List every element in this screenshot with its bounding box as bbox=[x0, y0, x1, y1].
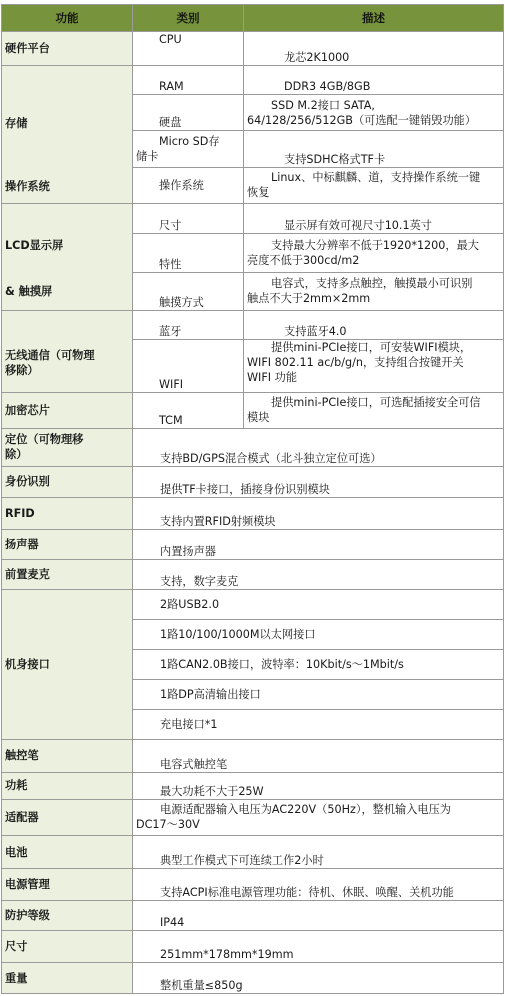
function-weight: 重量 bbox=[2, 963, 133, 994]
table-row bbox=[2, 429, 504, 466]
category-size: 尺寸 bbox=[133, 203, 244, 233]
header-category: 类别 bbox=[133, 5, 244, 32]
function-hardware: 硬件平台 bbox=[2, 32, 133, 65]
description-crypto bbox=[244, 392, 504, 428]
category-ram: RAM bbox=[133, 65, 244, 94]
table-row bbox=[2, 497, 504, 529]
table-row bbox=[2, 589, 504, 619]
description-adapter-line2: DC17～30V bbox=[136, 818, 200, 832]
category-sd-line2: 储卡 bbox=[136, 149, 159, 163]
port-item: 充电接口*1 bbox=[133, 709, 504, 739]
description-os-line2: 恢复 bbox=[247, 186, 270, 200]
function-lcd-line1: LCD显示屏 bbox=[5, 239, 64, 253]
function-power: 功耗 bbox=[2, 772, 133, 799]
function-crypto: 加密芯片 bbox=[2, 392, 133, 428]
port-item: 2路USB2.0 bbox=[133, 589, 504, 619]
description-crypto-line1: 提供mini-PCIe接口，可选配插接安全可信 bbox=[271, 396, 481, 410]
description-feature-line2: 亮度不低于300cd/m2 bbox=[247, 253, 360, 267]
function-identity: 身份识别 bbox=[2, 466, 133, 497]
table-row bbox=[2, 32, 504, 65]
description-touch-line1: 电容式，支持多点触控，触摸最小可识别 bbox=[271, 277, 473, 291]
function-adapter: 适配器 bbox=[2, 799, 133, 835]
function-pm: 电源管理 bbox=[2, 869, 133, 900]
table-row bbox=[2, 311, 504, 340]
category-sd bbox=[133, 131, 244, 167]
function-wireless-line2: 移除） bbox=[5, 364, 39, 378]
table-row bbox=[2, 772, 504, 799]
description-os-line1: Linux、中标麒麟、道，支持操作系统一键 bbox=[271, 171, 481, 185]
function-wireless bbox=[2, 311, 133, 393]
table-row bbox=[2, 740, 504, 772]
spec-table bbox=[1, 4, 504, 994]
function-stylus: 触控笔 bbox=[2, 740, 133, 772]
description-touch-line2: 触点不大于2mm×2mm bbox=[247, 292, 371, 306]
description-wifi-line3: WIFI 功能 bbox=[247, 371, 298, 385]
function-ports: 机身接口 bbox=[2, 589, 133, 739]
table-row bbox=[2, 530, 504, 560]
description-size: 显示屏有效可视尺寸10.1英寸 bbox=[244, 203, 504, 233]
category-tcm: TCM bbox=[133, 392, 244, 428]
category-wifi: WIFI bbox=[133, 340, 244, 393]
function-battery: 电池 bbox=[2, 836, 133, 869]
description-speaker: 内置扬声器 bbox=[133, 530, 504, 560]
function-storage: 存储 bbox=[5, 117, 28, 131]
function-lcd-line2: & 触摸屏 bbox=[5, 285, 53, 299]
description-sd: 支持SDHC格式TF卡 bbox=[244, 131, 504, 167]
header-function: 功能 bbox=[2, 5, 133, 32]
port-item: 1路10/100/1000M以太网接口 bbox=[133, 620, 504, 650]
description-adapter bbox=[133, 799, 504, 835]
function-mic: 前置麦克 bbox=[2, 560, 133, 589]
function-wireless-line1: 无线通信（可物理 bbox=[5, 349, 95, 363]
table-row bbox=[2, 931, 504, 963]
description-crypto-line2: 模块 bbox=[247, 411, 270, 425]
function-protect: 防护等级 bbox=[2, 900, 133, 930]
table-row bbox=[2, 836, 504, 869]
description-stylus: 电容式触控笔 bbox=[133, 740, 504, 772]
category-bluetooth: 蓝牙 bbox=[133, 311, 244, 340]
description-weight: 整机重量≤850g bbox=[133, 963, 504, 994]
function-speaker: 扬声器 bbox=[2, 530, 133, 560]
table-row bbox=[2, 799, 504, 835]
table-row bbox=[2, 65, 504, 94]
category-feature: 特性 bbox=[133, 234, 244, 272]
category-touch: 触摸方式 bbox=[133, 272, 244, 310]
description-wifi bbox=[244, 340, 504, 393]
description-power: 最大功耗不大于25W bbox=[133, 772, 504, 799]
description-bluetooth: 支持蓝牙4.0 bbox=[244, 311, 504, 340]
description-disk-line1: SSD M.2接口 SATA, bbox=[271, 98, 375, 112]
description-pm: 支持ACPI标准电源管理功能：待机、休眠、唤醒、关机功能 bbox=[133, 869, 504, 900]
description-mic: 支持，数字麦克 bbox=[133, 560, 504, 589]
category-os: 操作系统 bbox=[133, 167, 244, 203]
table-row bbox=[2, 900, 504, 930]
table-row bbox=[2, 466, 504, 497]
category-cpu: CPU bbox=[133, 32, 244, 65]
description-cpu: 龙芯2K1000 bbox=[244, 32, 504, 65]
function-os: 操作系统 bbox=[5, 180, 50, 194]
function-storage-os bbox=[2, 65, 133, 203]
function-lcd bbox=[2, 203, 133, 310]
description-touch bbox=[244, 272, 504, 310]
function-location bbox=[2, 429, 133, 466]
description-battery: 典型工作模式下可连续工作2小时 bbox=[133, 836, 504, 869]
function-location-line2: 除） bbox=[5, 448, 28, 462]
table-row bbox=[2, 392, 504, 428]
description-identity: 提供TF卡接口，插接身份识别模块 bbox=[133, 466, 504, 497]
category-sd-line1: Micro SD存 bbox=[159, 134, 220, 148]
function-location-line1: 定位（可物理移 bbox=[5, 433, 84, 447]
port-item: 1路DP高清输出接口 bbox=[133, 679, 504, 709]
function-rfid: RFID bbox=[2, 497, 133, 529]
description-adapter-line1: 电源适配器输入电压为AC220V（50Hz），整机输入电压为 bbox=[160, 803, 451, 817]
function-dims: 尺寸 bbox=[2, 931, 133, 963]
port-item: 1路CAN2.0B接口，波特率：10Kbit/s～1Mbit/s bbox=[133, 650, 504, 679]
description-feature-line1: 支持最大分辨率不低于1920*1200，最大 bbox=[271, 238, 479, 252]
description-rfid: 支持内置RFID射频模块 bbox=[133, 497, 504, 529]
description-disk-line2: 64/128/256/512GB（可选配一键销毁功能） bbox=[247, 113, 477, 127]
header-description: 描述 bbox=[244, 5, 504, 32]
table-row bbox=[2, 203, 504, 233]
table-row bbox=[2, 560, 504, 589]
description-dims: 251mm*178mm*19mm bbox=[133, 931, 504, 963]
table-row bbox=[2, 963, 504, 994]
description-protect: IP44 bbox=[133, 900, 504, 930]
description-feature bbox=[244, 234, 504, 272]
description-os bbox=[244, 167, 504, 203]
category-disk: 硬盘 bbox=[133, 94, 244, 130]
description-location: 支持BD/GPS混合模式（北斗独立定位可选） bbox=[133, 429, 504, 466]
description-wifi-line2: WIFI 802.11 ac/b/g/n，支持组合按键开关 bbox=[247, 356, 464, 370]
table-row bbox=[2, 869, 504, 900]
description-disk bbox=[244, 94, 504, 130]
description-ram: DDR3 4GB/8GB bbox=[244, 65, 504, 94]
table-header-row bbox=[2, 5, 504, 32]
description-wifi-line1: 提供mini-PCIe接口，可安装WIFI模块， bbox=[271, 341, 472, 355]
